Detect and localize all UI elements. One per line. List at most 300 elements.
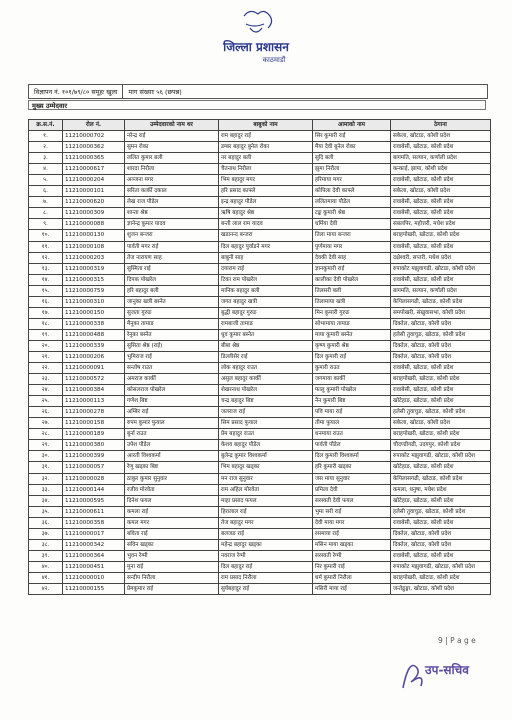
serial-number-cell: १९.	[29, 329, 63, 340]
candidate-name-cell: अम्बिर राई	[125, 407, 219, 418]
father-name-cell: बुलेन्द्र कुमार विश्वकर्मा	[219, 451, 313, 462]
table-row	[29, 230, 491, 241]
table-row	[29, 197, 491, 208]
father-name-cell: ऋषि बहादुर श्रेष्ठ	[219, 208, 313, 219]
mother-name-cell: पार्वती पौडेल	[313, 440, 391, 451]
roll-number-cell: 11210000339	[63, 340, 125, 351]
candidate-name-cell: बविता राई	[125, 528, 219, 539]
candidate-name-cell: गणेश बिष्ट	[125, 396, 219, 407]
address-cell: बराहपोखरी, खोटाङ, कोशी प्रदेश	[391, 230, 491, 241]
father-name-cell: राम प्रसाद निरौला	[219, 572, 313, 583]
address-cell: हलेसी तुवाचुङ, खोटाङ, कोशी प्रदेश	[391, 506, 491, 517]
address-cell: खोटेहाङ, खोटाङ, कोशी प्रदेश	[391, 396, 491, 407]
address-cell: दिक्तेल, खोटाङ, कोशी प्रदेश	[391, 539, 491, 550]
candidate-name-cell: ललित कुमार बली	[125, 153, 219, 164]
table-row	[29, 186, 491, 197]
roll-number-cell: 11210000113	[63, 396, 125, 407]
mother-name-cell: जगमाया कार्की	[313, 374, 391, 385]
candidate-name-cell: सुजता गुरुङ	[125, 307, 219, 318]
candidate-name-cell: पार्वती मगर राई	[125, 241, 219, 252]
table-body	[29, 131, 491, 595]
address-cell: सकेला, खोटाङ, कोशी प्रदेश	[391, 186, 491, 197]
roll-number-cell: 11210000315	[63, 274, 125, 285]
roll-number-cell: 11210000010	[63, 572, 125, 583]
table-row	[29, 285, 491, 296]
candidate-name-cell: भुवन रेग्मी	[125, 550, 219, 561]
roll-number-cell: 11210000759	[63, 285, 125, 296]
candidate-name-cell: सन्दीप निरौला	[125, 572, 219, 583]
serial-number-cell: ३६.	[29, 517, 63, 528]
father-name-cell: इन्द्र बहादुर पौडेल	[219, 197, 313, 208]
table-header-row	[29, 120, 491, 131]
table-row	[29, 561, 491, 572]
table-row	[29, 484, 491, 495]
serial-number-cell: ४०.	[29, 561, 63, 572]
roll-number-cell: 11210000399	[63, 451, 125, 462]
roll-number-cell: 11210000204	[63, 175, 125, 186]
roll-number-cell: 11210000384	[63, 385, 125, 396]
mother-name-cell: नैन कुमारी बिष्ट	[313, 396, 391, 407]
mother-name-cell: सिर कुमारी राई	[313, 131, 391, 142]
table-row	[29, 495, 491, 506]
column-header: ठेगाना	[391, 120, 491, 131]
candidate-name-cell: सुसिता श्रेष्ठ (राई)	[125, 340, 219, 351]
candidate-name-cell: मुना राई	[125, 561, 219, 572]
serial-number-cell: ५.	[29, 175, 63, 186]
candidate-name-cell: ठाकुर कुमार सुनुवार	[125, 473, 219, 484]
address-cell: हलेसी तुवाचुङ, खोटाङ, कोशी प्रदेश	[391, 329, 491, 340]
serial-number-cell: ३०.	[29, 451, 63, 462]
father-name-cell: चन्द्र बहादुर बिष्ट	[219, 396, 313, 407]
table-row	[29, 473, 491, 484]
serial-number-cell: ३२.	[29, 473, 63, 484]
address-cell: रावाबेसी, खोटाङ, कोशी प्रदेश	[391, 550, 491, 561]
mother-name-cell: भुमा सरी राई	[313, 506, 391, 517]
candidate-name-cell: रजीव मोरवेता	[125, 484, 219, 495]
table-row	[29, 429, 491, 440]
serial-number-cell: ४१.	[29, 572, 63, 583]
mother-name-cell: फालु कुमारी पोखरेल	[313, 385, 391, 396]
roll-number-cell: 11210000108	[63, 241, 125, 252]
table-row	[29, 539, 491, 550]
table-row	[29, 517, 491, 528]
address-cell: दिक्तेल, खोटाङ, कोशी प्रदेश	[391, 318, 491, 329]
candidate-name-cell: शारदा निरौला	[125, 164, 219, 175]
mother-name-cell: जस माया सुनुवार	[313, 473, 391, 484]
mother-name-cell: कालीका देवी पोखरेल	[313, 274, 391, 285]
mother-name-cell: पवि माया राई	[313, 407, 391, 418]
father-name-cell: बलजङ राई	[219, 528, 313, 539]
serial-number-cell: १६.	[29, 296, 63, 307]
table-row	[29, 550, 491, 561]
roll-number-cell: 11210000310	[63, 296, 125, 307]
table-row	[29, 506, 491, 517]
mother-name-cell: तिलसरी बली	[313, 285, 391, 296]
table-row	[29, 252, 491, 263]
mother-name-cell: कोपिला देवी काफ्ले	[313, 186, 391, 197]
serial-number-cell: ३१.	[29, 462, 63, 473]
candidate-name-cell: जानुका खत्री बस्नेत	[125, 296, 219, 307]
father-name-cell: मन राज सुनुवार	[219, 473, 313, 484]
address-cell: रावाबेसी, खोटाङ, कोशी प्रदेश	[391, 517, 491, 528]
father-name-cell: तेज बहादुर मगर	[219, 517, 313, 528]
address-cell: बराहपोखरी, खोटाङ, कोशी प्रदेश	[391, 429, 491, 440]
column-header: क्र.स.नं.	[29, 120, 63, 131]
serial-number-cell: १२.	[29, 252, 63, 263]
serial-number-cell: २.	[29, 142, 63, 153]
roll-number-cell: 11210000338	[63, 318, 125, 329]
candidate-name-cell: सविन खड्का	[125, 539, 219, 550]
address-cell: बराहपोखरी, खोटाङ, कोशी प्रदेश	[391, 374, 491, 385]
father-name-cell: बुद्धी बहादुर गुरुङ	[219, 307, 313, 318]
roll-number-cell: 11210000203	[63, 252, 125, 263]
table-row	[29, 340, 491, 351]
serial-number-cell: २४.	[29, 385, 63, 396]
roll-number-cell: 11210000088	[63, 219, 125, 230]
mother-name-cell: देवी माया मगर	[313, 517, 391, 528]
serial-number-cell: ३७.	[29, 528, 63, 539]
serial-number-cell: ३८.	[29, 539, 63, 550]
serial-number-cell: १७.	[29, 307, 63, 318]
candidate-name-cell: नरेन्द्र राई	[125, 131, 219, 142]
candidate-name-cell: रेणु खड्का बिष्ट	[125, 462, 219, 473]
roll-number-cell: 11210000091	[63, 363, 125, 374]
serial-number-cell: ६.	[29, 186, 63, 197]
table-row	[29, 274, 491, 285]
mother-name-cell: पुर्णमाया मगर	[313, 241, 391, 252]
father-name-cell: केशव बहादुर पौडेल	[219, 440, 313, 451]
section-title: मुख्य उम्मेदवार	[28, 100, 486, 110]
candidate-name-cell: शान्ता श्रेष्ठ	[125, 208, 219, 219]
serial-number-cell: २३.	[29, 374, 63, 385]
serial-number-cell: १३.	[29, 263, 63, 274]
table-row	[29, 131, 491, 142]
address-cell: दिक्तेल, खोटाङ, कोशी प्रदेश	[391, 340, 491, 351]
candidate-name-cell: बुर्ना राउत	[125, 429, 219, 440]
roll-number-cell: 11210000319	[63, 263, 125, 274]
mother-name-cell: तिला माया बन्जरा	[313, 230, 391, 241]
address-cell: रावाबेसी, खोटाङ, कोशी प्रदेश	[391, 175, 491, 186]
father-name-cell: राम बहादुर राई	[219, 131, 313, 142]
table-row	[29, 208, 491, 219]
serial-number-cell: ८.	[29, 208, 63, 219]
table-row	[29, 142, 491, 153]
table-row	[29, 164, 491, 175]
father-name-cell: नवराज रेग्मी	[219, 550, 313, 561]
father-name-cell: राम अहिल मोरवेता	[219, 484, 313, 495]
candidate-name-cell: रुपम कुमार फुयाल	[125, 418, 219, 429]
serial-number-cell: २६.	[29, 407, 63, 418]
roll-number-cell: 11210000595	[63, 495, 125, 506]
mother-name-cell: कृष्ण कुमारी श्रेष्ठ	[313, 340, 391, 351]
address-cell: कन्काई, झापा, कोशी प्रदेश	[391, 164, 491, 175]
table-row	[29, 385, 491, 396]
serial-number-cell: ७.	[29, 197, 63, 208]
father-name-cell: बीबा श्रेष्ठ	[219, 340, 313, 351]
candidate-name-cell: दिपक पोखरेल	[125, 274, 219, 285]
address-cell: बराहपोखरी, खोटाङ, कोशी प्रदेश	[391, 572, 491, 583]
address-cell: दिक्तेल, खोटाङ, कोशी प्रदेश	[391, 528, 491, 539]
mother-name-cell: रसमाया राई	[313, 528, 391, 539]
table-row	[29, 451, 491, 462]
roll-number-cell: 11210000620	[63, 197, 125, 208]
mother-name-cell: देवकी देवी साह	[313, 252, 391, 263]
roll-number-cell: 11210000358	[63, 517, 125, 528]
table-row	[29, 241, 491, 252]
serial-number-cell: २०.	[29, 340, 63, 351]
address-cell: रावाबेसी, खोटाङ, कोशी प्रदेश	[391, 274, 491, 285]
serial-number-cell: २२.	[29, 363, 63, 374]
table-row	[29, 407, 491, 418]
address-cell: चौदण्डीगढी, उदयपुर, कोशी प्रदेश	[391, 440, 491, 451]
roll-number-cell: 11210000150	[63, 307, 125, 318]
mother-name-cell: मसिरी माया राई	[313, 583, 391, 594]
serial-number-cell: २९.	[29, 440, 63, 451]
father-name-cell: नर बहादुर बली	[219, 153, 313, 164]
table-row	[29, 351, 491, 362]
mother-name-cell: सुदि बली	[313, 153, 391, 164]
mother-name-cell: टङ्क कुमारी श्रेष्ठ	[313, 208, 391, 219]
father-name-cell: बन्ती लाल राम यादव	[219, 219, 313, 230]
mother-name-cell: धर्म कुमारी निरौला	[313, 572, 391, 583]
roll-number-cell: 11210000309	[63, 208, 125, 219]
mother-name-cell: सोभामाया तामाङ	[313, 318, 391, 329]
serial-number-cell: ३४.	[29, 495, 63, 506]
serial-number-cell: ११.	[29, 241, 63, 252]
mother-name-cell: दिल कुमारी विश्वकर्मा	[313, 451, 391, 462]
roll-number-cell: 11210000155	[63, 583, 125, 594]
address-cell: सबलपिर, महोत्तरी, मधेश प्रदेश	[391, 219, 491, 230]
table-row	[29, 418, 491, 429]
stamp-text: उप-सचिव	[425, 663, 469, 677]
mother-name-cell: दिल कुमारी राई	[313, 351, 391, 362]
roll-number-cell: 11210000158	[63, 418, 125, 429]
candidate-table	[28, 119, 491, 595]
serial-number-cell: ४२.	[29, 583, 63, 594]
mother-name-cell: धर्मिया देवी	[313, 219, 391, 230]
serial-number-cell: ९.	[29, 219, 63, 230]
mother-name-cell: सरस्वती देवी फयल	[313, 495, 391, 506]
serial-number-cell: १४.	[29, 274, 63, 285]
candidate-name-cell: सुमन रोका	[125, 142, 219, 153]
candidate-name-cell: कमल मगर	[125, 517, 219, 528]
address-cell: बागमति, सल्यान, कर्णाली प्रदेश	[391, 153, 491, 164]
table-row	[29, 572, 491, 583]
roll-number-cell: 11210000189	[63, 429, 125, 440]
mother-name-cell: हरिमाया मगर	[313, 175, 391, 186]
table-row	[29, 583, 491, 594]
table-row	[29, 329, 491, 340]
candidate-name-cell: उपेश पौडेल	[125, 440, 219, 451]
father-name-cell: चैतनाथ निरौला	[219, 164, 313, 175]
serial-number-cell: १०.	[29, 230, 63, 241]
candidate-name-cell: मैनुका तामाङ	[125, 318, 219, 329]
father-name-cell: खडानन्द बन्जरा	[219, 230, 313, 241]
table-row	[29, 363, 491, 374]
candidate-name-cell: शुजन बन्जरा	[125, 230, 219, 241]
candidate-name-cell: प्रेमकुमार राई	[125, 583, 219, 594]
address-cell: सकेला, खोटाङ, कोशी प्रदेश	[391, 131, 491, 142]
table-row	[29, 440, 491, 451]
address-cell: दक्षेश्वरी, सप्तरी, मधेश प्रदेश	[391, 252, 491, 263]
column-header: आमाको नाम	[313, 120, 391, 131]
roll-number-cell: 11210000017	[63, 528, 125, 539]
table-row	[29, 296, 491, 307]
address-cell: रुपाकोट मझुवागढी, खोटाङ, कोशी प्रदेश	[391, 451, 491, 462]
candidate-name-cell: भुमिराज राई	[125, 351, 219, 362]
mother-name-cell: ललितमाया पौडेल	[313, 197, 391, 208]
roll-number-cell: 11210000365	[63, 153, 125, 164]
table-row	[29, 318, 491, 329]
candidate-name-cell: आरती विश्वकर्मा	[125, 451, 219, 462]
address-cell: रावाबेसी, खोटाङ, कोशी प्रदेश	[391, 142, 491, 153]
candidate-name-cell: सरिता कार्की दकाल	[125, 186, 219, 197]
father-name-cell: भिम बहादुर खड्का	[219, 462, 313, 473]
advert-number: विज्ञापन नं. १०१/७९/८० समूहः खुला	[34, 88, 118, 96]
father-name-cell: धुव कुमार बस्नेत	[219, 329, 313, 340]
father-name-cell: डिल्लीसेर राई	[219, 351, 313, 362]
address-cell: बागमति, सल्यान, कर्णाली प्रदेश	[391, 285, 491, 296]
serial-number-cell: ३५.	[29, 506, 63, 517]
table-row	[29, 263, 491, 274]
candidate-name-cell: ज्ञानेन्द्र कुमार यादव	[125, 219, 219, 230]
table-row	[29, 175, 491, 186]
father-name-cell: जलराज राई	[219, 407, 313, 418]
candidate-name-cell: कमला राई	[125, 506, 219, 517]
seal-main-text: जिल्ला प्रशासन	[223, 40, 289, 54]
roll-number-cell: 11210000362	[63, 142, 125, 153]
candidate-name-cell: कोसलराज पोखरेल	[125, 385, 219, 396]
father-name-cell: दिल बहादुर पुर्वाडने मगर	[219, 241, 313, 252]
mother-name-cell: मिन कुमारी गुरुङ	[313, 307, 391, 318]
father-name-cell: जगत बहादुर खत्री	[219, 296, 313, 307]
address-cell: सकेला, खोटाङ, कोशी प्रदेश	[391, 418, 491, 429]
father-name-cell: भिम बहादुर मगर	[219, 175, 313, 186]
father-name-cell: दयाराम राई	[219, 263, 313, 274]
table-row	[29, 396, 491, 407]
mother-name-cell: सरस्वती रेग्मी	[313, 550, 391, 561]
address-cell: रावाबेसी, खोटाङ, कोशी प्रदेश	[391, 208, 491, 219]
roll-number-cell: 11210000028	[63, 473, 125, 484]
mother-name-cell: कुमारी राउत	[313, 363, 391, 374]
address-cell: रावाबेसी, खोटाङ, कोशी प्रदेश	[391, 385, 491, 396]
mother-name-cell: हरि कुमारी खड्का	[313, 462, 391, 473]
father-name-cell: टिका राम पोखरेल	[219, 274, 313, 285]
candidate-name-cell: हरि बहादुर बली	[125, 285, 219, 296]
advertisement-info-bar	[28, 84, 488, 99]
column-header: रोल नं.	[63, 120, 125, 131]
father-name-cell: हरि प्रसाद काफ्ले	[219, 186, 313, 197]
table-row	[29, 462, 491, 473]
mother-name-cell: मैया देवी बुनेल रोका	[313, 142, 391, 153]
roll-number-cell: 11210000144	[63, 484, 125, 495]
column-header: बाबुको नाम	[219, 120, 313, 131]
father-name-cell: बाबुनी साह	[219, 252, 313, 263]
seal-sub-text: काठमाडौं	[262, 56, 286, 64]
roll-number-cell: 11210000278	[63, 407, 125, 418]
table-row	[29, 528, 491, 539]
father-name-cell: शेखरनाथ पोखरेल	[219, 385, 313, 396]
address-cell: रुपाकोट मझुवागढी, खोटाङ, कोशी प्रदेश	[391, 561, 491, 572]
mother-name-cell: मसिन माया खड्का	[313, 539, 391, 550]
candidate-name-cell: रेनुका बस्नेत	[125, 329, 219, 340]
candidate-name-cell: दिनेश फयल	[125, 495, 219, 506]
serial-number-cell: १.	[29, 131, 63, 142]
father-name-cell: दिल बहादुर राई	[219, 561, 313, 572]
candidate-name-cell: तेज नारायण साह	[125, 252, 219, 263]
candidate-name-cell: सन्तोष राउत	[125, 363, 219, 374]
address-cell: समपोखरी, संखुवासभा, कोशी प्रदेश	[391, 307, 491, 318]
mother-name-cell: धनमाया राउत	[313, 429, 391, 440]
roll-number-cell: 11210000702	[63, 131, 125, 142]
column-header: उम्मेदवारको नाम थर	[125, 120, 219, 131]
roll-number-cell: 11210000617	[63, 164, 125, 175]
roll-number-cell: 11210000451	[63, 561, 125, 572]
serial-number-cell: ३९.	[29, 550, 63, 561]
address-cell: रुपाकोट मझुवागढी, खोटाङ, कोशी प्रदेश	[391, 263, 491, 274]
address-cell: खोटेहाङ, खोटाङ, कोशी प्रदेश	[391, 462, 491, 473]
roll-number-cell: 11210000101	[63, 186, 125, 197]
roll-number-cell: 11210000488	[63, 329, 125, 340]
table-row	[29, 307, 491, 318]
address-cell: कमला, धनुषा, मधेश प्रदेश	[391, 484, 491, 495]
father-name-cell: रामबाजी तामाङ	[219, 318, 313, 329]
mother-name-cell: ज्ञानकुमारी राई	[313, 263, 391, 274]
address-cell: हलेसी तुवाचुङ, खोटाङ, कोशी प्रदेश	[391, 407, 491, 418]
roll-number-cell: 11210000380	[63, 440, 125, 451]
father-name-cell: प्रेम बहादुर राउत	[219, 429, 313, 440]
demand-number: माग संख्याः ५६ (छपन्न)	[128, 88, 182, 96]
address-cell: खोटेहाङ, खोटाङ, कोशी प्रदेश	[391, 495, 491, 506]
father-name-cell: सिम प्रसाद फुयाल	[219, 418, 313, 429]
roll-number-cell: 11210000611	[63, 506, 125, 517]
table-row	[29, 219, 491, 230]
serial-number-cell: २५.	[29, 396, 63, 407]
father-name-cell: लोक बहादुर राउत	[219, 363, 313, 374]
mother-name-cell: तीमा फुयाल	[313, 418, 391, 429]
address-cell: रावाबेसी, खोटाङ, कोशी प्रदेश	[391, 241, 491, 252]
serial-number-cell: २७.	[29, 418, 63, 429]
address-cell: जन्तेढुङ्गा, खोटाङ, कोशी प्रदेश	[391, 583, 491, 594]
serial-number-cell: १८.	[29, 318, 63, 329]
candidate-name-cell: सुस्मिता राई	[125, 263, 219, 274]
roll-number-cell: 11210000130	[63, 230, 125, 241]
address-cell: दिक्तेल, खोटाङ, कोशी प्रदेश	[391, 351, 491, 362]
candidate-name-cell: अञ्जना मगर	[125, 175, 219, 186]
mother-name-cell: प्रमिला देवी	[313, 484, 391, 495]
candidate-name-cell: लेख राज पौडेल	[125, 197, 219, 208]
roll-number-cell: 11210000572	[63, 374, 125, 385]
serial-number-cell: ४.	[29, 164, 63, 175]
mother-name-cell: तिलामाया खत्री	[313, 296, 391, 307]
page-number: 9 | P a g e	[438, 636, 476, 645]
address-cell: केपिलासगढी, खोटाङ, कोशी प्रदेश	[391, 296, 491, 307]
signature-stamp	[395, 648, 475, 700]
roll-number-cell: 11210000206	[63, 351, 125, 362]
mother-name-cell: माया कुमारी बस्नेत	[313, 329, 391, 340]
table-row	[29, 374, 491, 385]
table-row	[29, 153, 491, 164]
serial-number-cell: ३.	[29, 153, 63, 164]
address-cell: रावाबेसी, खोटाङ, कोशी प्रदेश	[391, 363, 491, 374]
roll-number-cell: 11210000364	[63, 550, 125, 561]
father-name-cell: महेन्द्र बहादुर खड्का	[219, 539, 313, 550]
father-name-cell: सुर्यबहादुर राई	[219, 583, 313, 594]
father-name-cell: डम्बर बहादुर बुनेल रोका	[219, 142, 313, 153]
roll-number-cell: 11210000342	[63, 539, 125, 550]
serial-number-cell: २१.	[29, 351, 63, 362]
father-name-cell: मानिक बहादुर बली	[219, 285, 313, 296]
